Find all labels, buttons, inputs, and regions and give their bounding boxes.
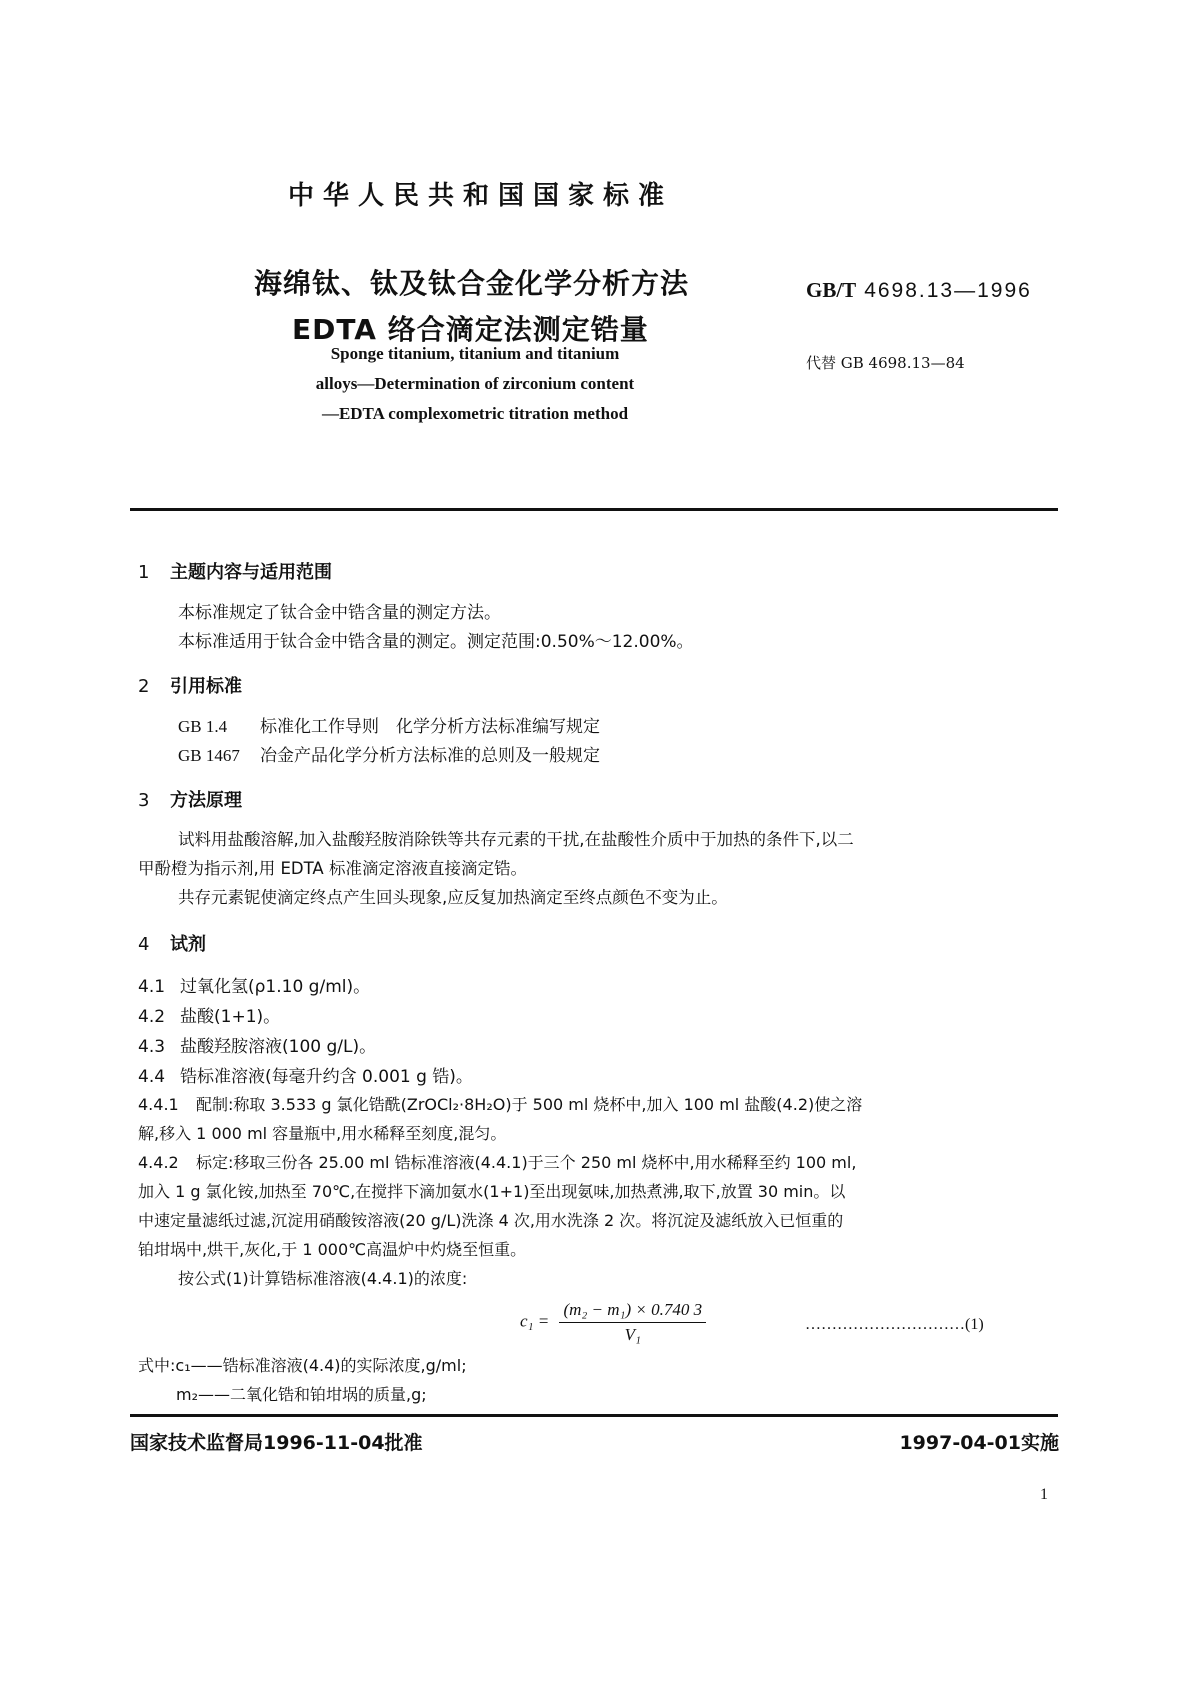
national-standard-label: 中华人民共和国国家标准 bbox=[288, 181, 674, 211]
reference-item: GB 1.4 标准化工作导则 化学分析方法标准编写规定 bbox=[178, 717, 600, 737]
reference-item: GB 1467 冶金产品化学分析方法标准的总则及一般规定 bbox=[178, 746, 600, 766]
reagent-item: 4.4.1 配制:称取 3.533 g 氯化锆酰(ZrOCl₂·8H₂O)于 500 ml 烧杯中,加入 100 ml 盐酸(4.2)使之溶 bbox=[138, 1095, 863, 1114]
formula-denominator: V₁ bbox=[624, 1325, 641, 1344]
reagent-item-cont: 加入 1 g 氯化铵,加热至 70℃,在搅拌下滴加氨水(1+1)至出现氨味,加热煮沸,取下,放置 30 min。以 bbox=[138, 1182, 846, 1201]
approval-date: 国家技术监督局1996-11-04批准 bbox=[130, 1432, 423, 1454]
where-line: m₂——二氧化锆和铂坩埚的质量,g; bbox=[176, 1385, 427, 1404]
title-en-line2: alloys—Determination of zirconium content bbox=[315, 374, 635, 393]
reagent-item: 4.3 盐酸羟胺溶液(100 g/L)。 bbox=[138, 1037, 377, 1057]
section-4-heading: 4 试剂 bbox=[138, 934, 206, 955]
reagent-item-cont: 铂坩埚中,烘干,灰化,于 1 000℃高温炉中灼烧至恒重。 bbox=[138, 1240, 527, 1259]
implementation-date: 1997-04-01实施 bbox=[899, 1432, 1059, 1454]
reagent-item: 4.4 锆标准溶液(每毫升约含 0.001 g 锆)。 bbox=[138, 1067, 473, 1087]
formula-1 bbox=[520, 1300, 706, 1345]
section-1-para-1: 本标准规定了钛合金中锆含量的测定方法。 bbox=[178, 603, 501, 623]
title-cn-line1: 海绵钛、钛及钛合金化学分析方法 bbox=[254, 267, 690, 300]
footer-rule bbox=[130, 1414, 1058, 1417]
formula-intro: 按公式(1)计算锆标准溶液(4.4.1)的浓度: bbox=[178, 1269, 468, 1288]
title-en-line1: Sponge titanium, titanium and titanium bbox=[330, 344, 620, 363]
standard-code: 4698.13—1996 bbox=[864, 279, 1032, 302]
reagent-item: 4.4.2 标定:移取三份各 25.00 ml 锆标准溶液(4.4.1)于三个 250 ml 烧杯中,用水稀释至约 100 ml, bbox=[138, 1153, 857, 1172]
standard-prefix: GB/T bbox=[806, 278, 857, 302]
reagent-item: 4.2 盐酸(1+1)。 bbox=[138, 1007, 281, 1027]
title-cn-line2: EDTA 络合滴定法测定锆量 bbox=[292, 313, 649, 346]
formula-numerator: (m₂ − m₁) × 0.740 3 bbox=[559, 1300, 706, 1323]
replaces-note: 代替 GB 4698.13—84 bbox=[806, 354, 965, 372]
section-3-heading: 3 方法原理 bbox=[138, 790, 242, 811]
section-1-heading: 1 主题内容与适用范围 bbox=[138, 562, 332, 583]
header-rule bbox=[130, 508, 1058, 511]
title-en-line3: —EDTA complexometric titration method bbox=[321, 404, 629, 423]
section-1-para-2: 本标准适用于钛合金中锆含量的测定。测定范围:0.50%～12.00%。 bbox=[178, 632, 694, 652]
reagent-item-cont: 解,移入 1 000 ml 容量瓶中,用水稀释至刻度,混匀。 bbox=[138, 1124, 507, 1143]
section-3-para-1: 试料用盐酸溶解,加入盐酸羟胺消除铁等共存元素的干扰,在盐酸性介质中于加热的条件下,以二 bbox=[178, 830, 854, 849]
reagent-item-cont: 中速定量滤纸过滤,沉淀用硝酸铵溶液(20 g/L)洗涤 4 次,用水洗涤 2 次。将沉淀及滤纸放入已恒重的 bbox=[138, 1211, 844, 1230]
page-number: 1 bbox=[1040, 1486, 1048, 1503]
equation-number: …………………………(1) bbox=[805, 1316, 984, 1333]
reagent-item: 4.1 过氧化氢(ρ1.10 g/ml)。 bbox=[138, 977, 371, 997]
section-3-para-2: 共存元素铌使滴定终点产生回头现象,应反复加热滴定至终点颜色不变为止。 bbox=[178, 888, 728, 907]
formula-lhs: c₁ = bbox=[520, 1311, 550, 1331]
where-line: 式中:c₁——锆标准溶液(4.4)的实际浓度,g/ml; bbox=[138, 1356, 467, 1375]
standard-number bbox=[806, 278, 1032, 303]
formula-fraction bbox=[559, 1300, 706, 1345]
section-2-heading: 2 引用标准 bbox=[138, 676, 242, 697]
section-3-para-1-cont: 甲酚橙为指示剂,用 EDTA 标准滴定溶液直接滴定锆。 bbox=[138, 859, 527, 878]
